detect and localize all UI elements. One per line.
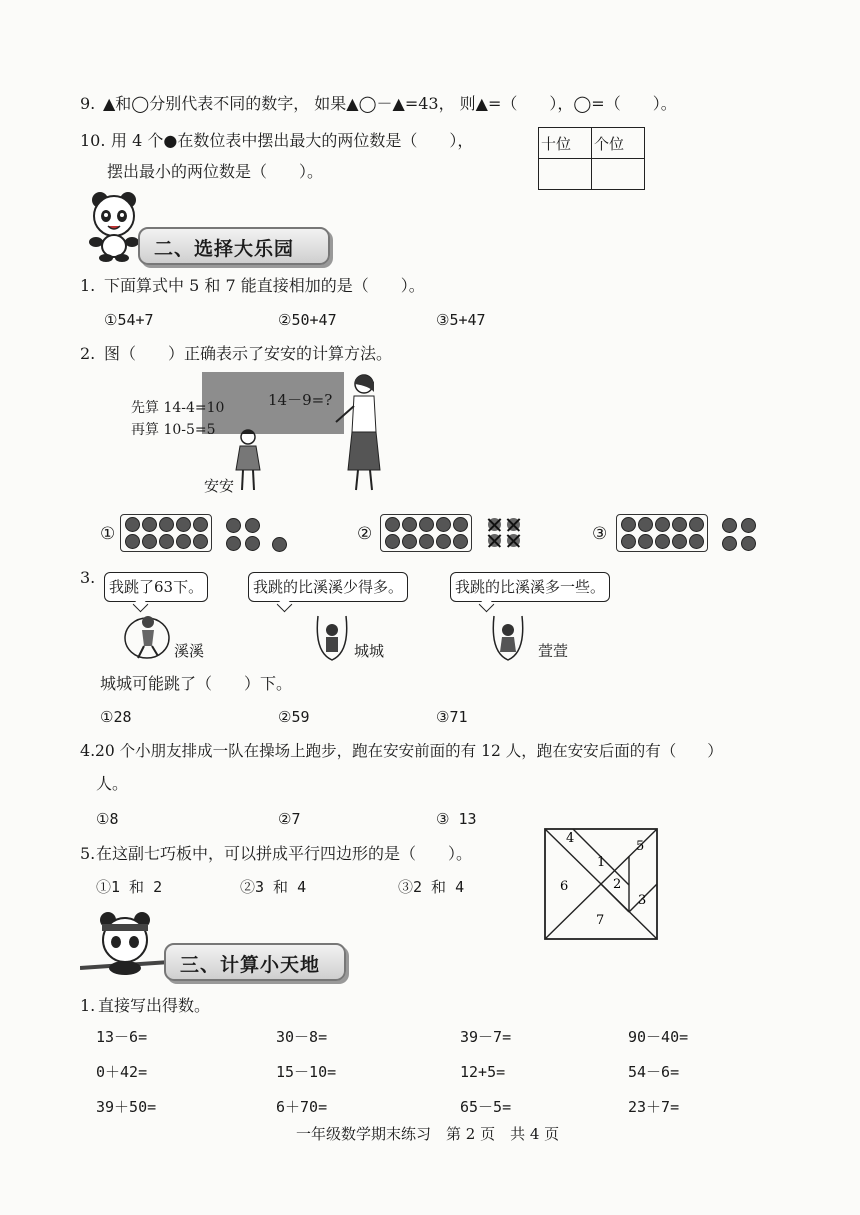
tangram-label-7: 7 (596, 913, 605, 928)
section3-title: 三、计算小天地 (180, 954, 321, 976)
speech-bubble-1: 我跳了63下。 (104, 572, 208, 602)
s2q2-option-label-1[interactable]: ① (100, 524, 116, 544)
panda-ninja-mascot-icon (80, 910, 170, 976)
calc-r3c2[interactable]: 6＋70= (276, 1098, 328, 1116)
s2q3-question: 城城可能跳了（ ）下。 (100, 674, 293, 693)
calc-r2c3[interactable]: 12+5= (460, 1063, 506, 1081)
s2q3-option-2[interactable]: ②59 (278, 708, 310, 726)
tangram-figure (544, 828, 658, 940)
option2-crossed-dots (488, 518, 521, 547)
tangram-label-2: 2 (613, 877, 622, 892)
tangram-label-3: 3 (638, 893, 647, 908)
s2q1-number: 1. (80, 276, 96, 295)
s2q2-option-label-3[interactable]: ③ (592, 524, 608, 544)
s2q3-number: 3. (80, 568, 96, 587)
section3-banner (164, 943, 346, 981)
child-name-3: 萱萱 (538, 642, 569, 660)
s2q4-text-cont: 人。 (96, 774, 129, 793)
s2q1-option-1[interactable]: ①54+7 (104, 311, 154, 329)
option1-extra-dot (272, 537, 287, 552)
tens-cell[interactable] (539, 159, 592, 190)
q10-line2: 摆出最小的两位数是（ ）。 (107, 162, 324, 181)
ones-cell[interactable] (592, 159, 645, 190)
s2q3-option-3[interactable]: ③71 (436, 708, 468, 726)
child-name-1: 溪溪 (174, 642, 205, 660)
ones-header: 个位 (592, 128, 645, 159)
s3q1-text: 直接写出得数。 (98, 996, 211, 1015)
calc-r1c4[interactable]: 90－40= (628, 1028, 689, 1046)
step2-text: 再算 10-5=5 (131, 422, 216, 438)
page-footer: 一年级数学期末练习 第 2 页 共 4 页 (296, 1125, 560, 1143)
s2q4-text: 20 个小朋友排成一队在操场上跑步，跑在安安前面的有 12 人，跑在安安后面的有（ ） (95, 742, 723, 760)
calc-r1c3[interactable]: 39－7= (460, 1028, 512, 1046)
s2q2-text: 图（ ）正确表示了安安的计算方法。 (104, 344, 393, 363)
calc-r3c1[interactable]: 39＋50= (96, 1098, 157, 1116)
place-value-table (538, 127, 645, 190)
tens-header: 十位 (539, 128, 592, 159)
tangram-label-4: 4 (566, 831, 575, 846)
teacher-illustration-icon (334, 372, 394, 496)
jumping-child-1-icon (122, 612, 172, 662)
section2-title: 二、选择大乐园 (154, 238, 295, 260)
s3q1-number: 1. (80, 996, 96, 1015)
option3-ten-frame[interactable] (616, 514, 708, 552)
s2q2-number: 2. (80, 344, 96, 363)
s2q2-option-label-2[interactable]: ② (357, 524, 373, 544)
speech-bubble-2: 我跳的比溪溪少得多。 (248, 572, 408, 602)
child-name-label: 安安 (204, 477, 235, 495)
tangram-label-5: 5 (636, 839, 645, 854)
s2q5-number: 5. (80, 844, 96, 863)
s2q5-option-2[interactable]: ②3 和 4 (240, 878, 307, 896)
s2q4-option-2[interactable]: ②7 (278, 810, 301, 828)
s2q1-option-3[interactable]: ③5+47 (436, 311, 486, 329)
step1-text: 先算 14-4=10 (131, 400, 225, 416)
option3-loose-dots (722, 518, 755, 551)
section2-banner (138, 227, 330, 265)
q10-number: 10. (80, 131, 106, 150)
option1-loose-dots (226, 518, 259, 551)
speech-bubble-3: 我跳的比溪溪多一些。 (450, 572, 610, 602)
s2q5-option-3[interactable]: ③2 和 4 (398, 878, 465, 896)
jumping-child-3-icon (488, 612, 528, 664)
child-name-2: 城城 (354, 642, 385, 660)
s2q1-text: 下面算式中 5 和 7 能直接相加的是（ ）。 (104, 276, 425, 295)
s2q3-option-1[interactable]: ①28 (100, 708, 132, 726)
jumping-child-2-icon (312, 612, 352, 664)
q9-number: 9. (80, 94, 96, 113)
calc-r3c4[interactable]: 23＋7= (628, 1098, 680, 1116)
option1-ten-frame[interactable] (120, 514, 212, 552)
tangram-label-6: 6 (560, 879, 569, 894)
s2q5-option-1[interactable]: ①1 和 2 (96, 878, 163, 896)
s2q1-option-2[interactable]: ②50+47 (278, 311, 337, 329)
q9-text: ▲和◯分别代表不同的数字， 如果▲◯－▲=43， 则▲=（ ），◯=（ ）。 (103, 94, 677, 113)
chalkboard-equation: 14－9=? (268, 391, 333, 409)
calc-r2c1[interactable]: 0＋42= (96, 1063, 148, 1081)
calc-r3c3[interactable]: 65－5= (460, 1098, 512, 1116)
s2q4-option-1[interactable]: ①8 (96, 810, 119, 828)
s2q4-number: 4. (80, 741, 96, 760)
calc-r2c4[interactable]: 54－6= (628, 1063, 680, 1081)
s2q5-text: 在这副七巧板中，可以拼成平行四边形的是（ ）。 (96, 844, 473, 863)
calc-r1c1[interactable]: 13－6= (96, 1028, 148, 1046)
tangram-label-1: 1 (597, 855, 606, 870)
calc-r2c2[interactable]: 15－10= (276, 1063, 337, 1081)
q10-line1: 用 4 个●在数位表中摆出最大的两位数是（ ）， (111, 131, 474, 150)
calc-r1c2[interactable]: 30－8= (276, 1028, 328, 1046)
s2q4-option-3[interactable]: ③ 13 (436, 810, 477, 828)
option2-ten-frame[interactable] (380, 514, 472, 552)
